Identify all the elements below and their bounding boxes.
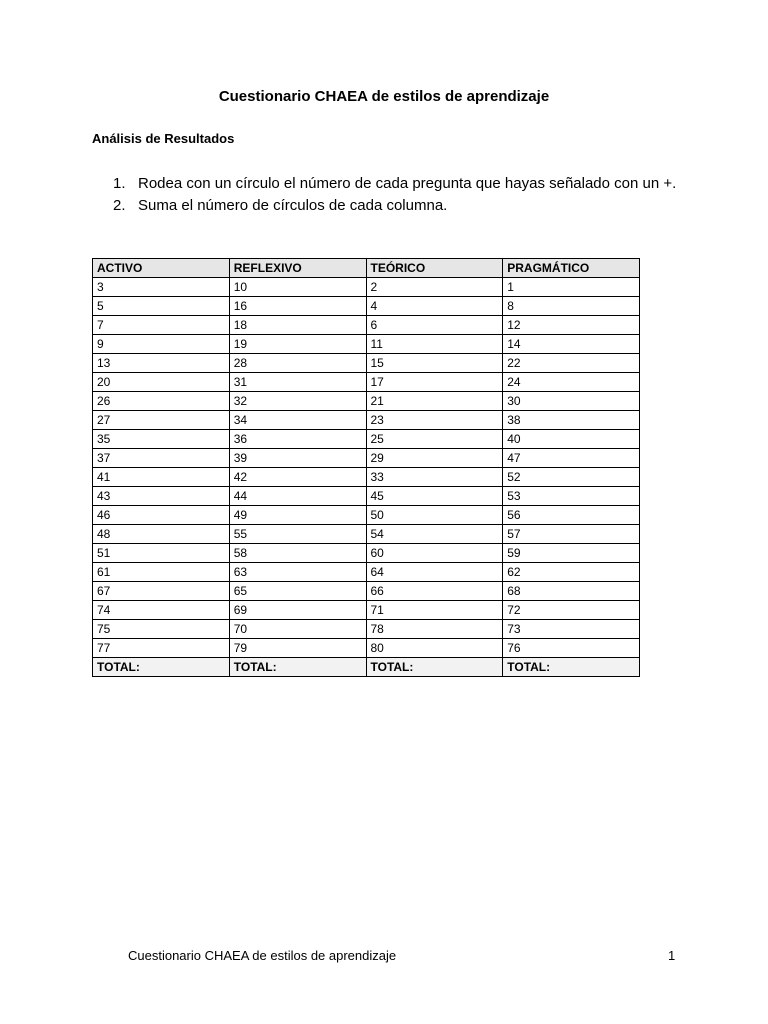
table-row — [93, 544, 640, 563]
table-cell: 16 — [229, 297, 366, 316]
table-cell: 61 — [93, 563, 230, 582]
table-cell: 48 — [93, 525, 230, 544]
table-cell: 13 — [93, 354, 230, 373]
table-cell: 66 — [366, 582, 503, 601]
table-cell: 77 — [93, 639, 230, 658]
total-cell: TOTAL: — [366, 658, 503, 677]
table-cell: 67 — [93, 582, 230, 601]
total-cell: TOTAL: — [93, 658, 230, 677]
table-row — [93, 354, 640, 373]
instructions-list — [92, 173, 682, 217]
table-cell: 1 — [503, 278, 640, 297]
table-row — [93, 297, 640, 316]
footer-page-number: 1 — [668, 948, 676, 963]
section-heading: Análisis de Resultados — [92, 131, 235, 146]
table-header-row — [93, 259, 640, 278]
header-reflexivo: REFLEXIVO — [229, 259, 366, 278]
table-cell: 39 — [229, 449, 366, 468]
table-cell: 43 — [93, 487, 230, 506]
table-cell: 12 — [503, 316, 640, 335]
table-cell: 69 — [229, 601, 366, 620]
table-cell: 33 — [366, 468, 503, 487]
instruction-number: 1. — [113, 175, 126, 192]
table-cell: 47 — [503, 449, 640, 468]
table-cell: 59 — [503, 544, 640, 563]
table-cell: 70 — [229, 620, 366, 639]
table-cell: 41 — [93, 468, 230, 487]
table-row — [93, 601, 640, 620]
instruction-text: Suma el número de círculos de cada columna. — [138, 197, 448, 214]
table-cell: 8 — [503, 297, 640, 316]
table-cell: 40 — [503, 430, 640, 449]
table-cell: 63 — [229, 563, 366, 582]
table-cell: 53 — [503, 487, 640, 506]
table-cell: 58 — [229, 544, 366, 563]
table-row — [93, 639, 640, 658]
document-title: Cuestionario CHAEA de estilos de aprendizaje — [218, 88, 550, 105]
table-cell: 51 — [93, 544, 230, 563]
table-row — [93, 468, 640, 487]
table-cell: 20 — [93, 373, 230, 392]
table-row — [93, 335, 640, 354]
table-cell: 26 — [93, 392, 230, 411]
table-cell: 79 — [229, 639, 366, 658]
table-cell: 11 — [366, 335, 503, 354]
instruction-text: Rodea con un círculo el número de cada pregunta que hayas señalado con un +. — [138, 175, 677, 192]
table-row — [93, 582, 640, 601]
table-row — [93, 525, 640, 544]
table-row — [93, 620, 640, 639]
table-cell: 49 — [229, 506, 366, 525]
table-cell: 23 — [366, 411, 503, 430]
table-cell: 46 — [93, 506, 230, 525]
table-cell: 21 — [366, 392, 503, 411]
table-cell: 31 — [229, 373, 366, 392]
table-cell: 37 — [93, 449, 230, 468]
table-cell: 75 — [93, 620, 230, 639]
table-cell: 17 — [366, 373, 503, 392]
header-pragmatico: PRAGMÁTICO — [503, 259, 640, 278]
table-cell: 32 — [229, 392, 366, 411]
table-cell: 5 — [93, 297, 230, 316]
table-cell: 76 — [503, 639, 640, 658]
table-row — [93, 487, 640, 506]
table-cell: 71 — [366, 601, 503, 620]
table-cell: 14 — [503, 335, 640, 354]
table-body — [93, 278, 640, 677]
table-cell: 25 — [366, 430, 503, 449]
table-row — [93, 430, 640, 449]
table-cell: 57 — [503, 525, 640, 544]
table-cell: 56 — [503, 506, 640, 525]
table-cell: 68 — [503, 582, 640, 601]
table-row — [93, 278, 640, 297]
table-cell: 19 — [229, 335, 366, 354]
table-row — [93, 506, 640, 525]
table-cell: 73 — [503, 620, 640, 639]
table-cell: 65 — [229, 582, 366, 601]
table-cell: 42 — [229, 468, 366, 487]
table-row — [93, 411, 640, 430]
table-cell: 72 — [503, 601, 640, 620]
table-cell: 50 — [366, 506, 503, 525]
table-cell: 60 — [366, 544, 503, 563]
table-cell: 55 — [229, 525, 366, 544]
table-cell: 34 — [229, 411, 366, 430]
table-cell: 80 — [366, 639, 503, 658]
table-total-row — [93, 658, 640, 677]
table-cell: 45 — [366, 487, 503, 506]
table-cell: 15 — [366, 354, 503, 373]
table-cell: 10 — [229, 278, 366, 297]
instruction-item — [92, 173, 682, 195]
table-cell: 6 — [366, 316, 503, 335]
instruction-item — [92, 195, 682, 217]
table-cell: 27 — [93, 411, 230, 430]
total-cell: TOTAL: — [503, 658, 640, 677]
table-row — [93, 392, 640, 411]
table-cell: 62 — [503, 563, 640, 582]
total-cell: TOTAL: — [229, 658, 366, 677]
table-row — [93, 449, 640, 468]
table-row — [93, 316, 640, 335]
table-cell: 35 — [93, 430, 230, 449]
table-cell: 22 — [503, 354, 640, 373]
table-cell: 3 — [93, 278, 230, 297]
table-cell: 4 — [366, 297, 503, 316]
table-cell: 28 — [229, 354, 366, 373]
header-activo: ACTIVO — [93, 259, 230, 278]
footer-title: Cuestionario CHAEA de estilos de aprendizaje — [128, 948, 397, 963]
table-cell: 52 — [503, 468, 640, 487]
table-row — [93, 563, 640, 582]
table-cell: 38 — [503, 411, 640, 430]
table-cell: 2 — [366, 278, 503, 297]
table-cell: 29 — [366, 449, 503, 468]
table-cell: 54 — [366, 525, 503, 544]
table-cell: 44 — [229, 487, 366, 506]
table-cell: 18 — [229, 316, 366, 335]
header-teorico: TEÓRICO — [366, 259, 503, 278]
table-cell: 9 — [93, 335, 230, 354]
table-cell: 30 — [503, 392, 640, 411]
table-cell: 64 — [366, 563, 503, 582]
table-cell: 24 — [503, 373, 640, 392]
table-cell: 36 — [229, 430, 366, 449]
table-cell: 74 — [93, 601, 230, 620]
table-row — [93, 373, 640, 392]
table-cell: 78 — [366, 620, 503, 639]
results-table — [92, 258, 640, 677]
table-cell: 7 — [93, 316, 230, 335]
instruction-number: 2. — [113, 197, 126, 214]
